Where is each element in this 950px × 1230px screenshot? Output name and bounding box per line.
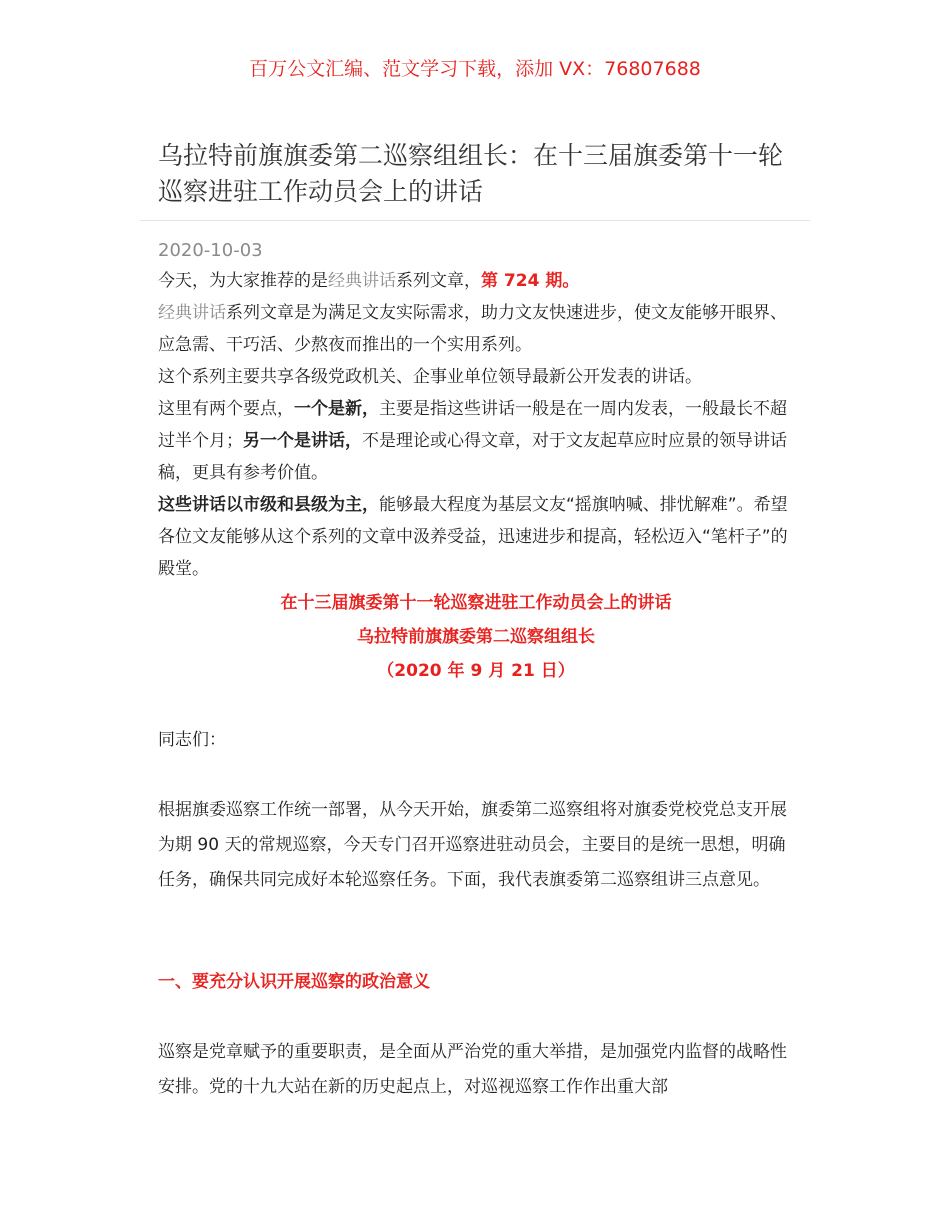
speech-header	[158, 586, 794, 688]
issue-number: 第 724 期。	[481, 271, 580, 291]
key-point: 另一个是讲话，	[243, 431, 362, 451]
intro-text: 能够最大程度为基层文友“摇旗呐喊、排忧解难”。希望各位文友能够从这个系列的文章中汲养受益，迅速进步和提高，轻松迈入“笔杆子”的殿堂。	[158, 495, 788, 579]
intro-line-5	[158, 489, 794, 585]
intro-line-1	[158, 265, 794, 297]
body-paragraph: 巡察是党章赋予的重要职责，是全面从严治党的重大举措，是加强党内监督的战略性安排。党的十九大站在新的历史起点上，对巡视巡察工作作出重大部	[158, 1042, 787, 1097]
publish-date: 2020-10-03	[158, 240, 263, 261]
series-name: 经典讲话	[158, 303, 226, 323]
series-intro	[158, 265, 794, 585]
article-title: 乌拉特前旗旗委第二巡察组组长：在十三届旗委第十一轮巡察进驻工作动员会上的讲话	[158, 141, 784, 206]
speech-date: （2020 年 9 月 21 日）	[377, 661, 575, 681]
intro-text: 系列文章，	[396, 271, 481, 291]
speech-title: 在十三届旗委第十一轮巡察进驻工作动员会上的讲话	[280, 593, 672, 613]
intro-line-2	[158, 297, 794, 361]
intro-text: 系列文章是为满足文友实际需求，助力文友快速进步，使文友能够开眼界、应急需、干巧活、少熬夜而推出的一个实用系列。	[158, 303, 787, 355]
key-point: 一个是新，	[294, 399, 379, 419]
key-point: 这些讲话以市级和县级为主，	[158, 495, 379, 515]
body-paragraph: 根据旗委巡察工作统一部署，从今天开始，旗委第二巡察组将对旗委党校党总支开展为期 90 天的常规巡察，今天专门召开巡察进驻动员会，主要目的是统一思想，明确任务，确保共同完成好本轮巡察任务。下面，我代表旗委第二巡察组讲三点意见。	[158, 800, 787, 890]
title-divider	[140, 220, 810, 221]
intro-text: 今天，为大家推荐的是	[158, 271, 328, 291]
intro-text: 主要是指这些讲话一般是在一周内发表，一般最长不超过半个月；	[158, 399, 787, 451]
section-heading: 一、要充分认识开展巡察的政治意义	[158, 972, 430, 992]
intro-line-3: 这个系列主要共享各级党政机关、企事业单位领导最新公开发表的讲话。	[158, 367, 702, 387]
intro-text: 这里有两个要点，	[158, 399, 294, 419]
intro-line-4	[158, 393, 794, 489]
greeting: 同志们：	[158, 730, 226, 750]
series-name: 经典讲话	[328, 271, 396, 291]
speech-speaker: 乌拉特前旗旗委第二巡察组组长	[357, 627, 595, 647]
contact-banner: 百万公文汇编、范文学习下载，添加 VX：76807688	[249, 58, 701, 80]
intro-text: 不是理论或心得文章，对于文友起草应时应景的领导讲话稿，更具有参考价值。	[158, 431, 787, 483]
